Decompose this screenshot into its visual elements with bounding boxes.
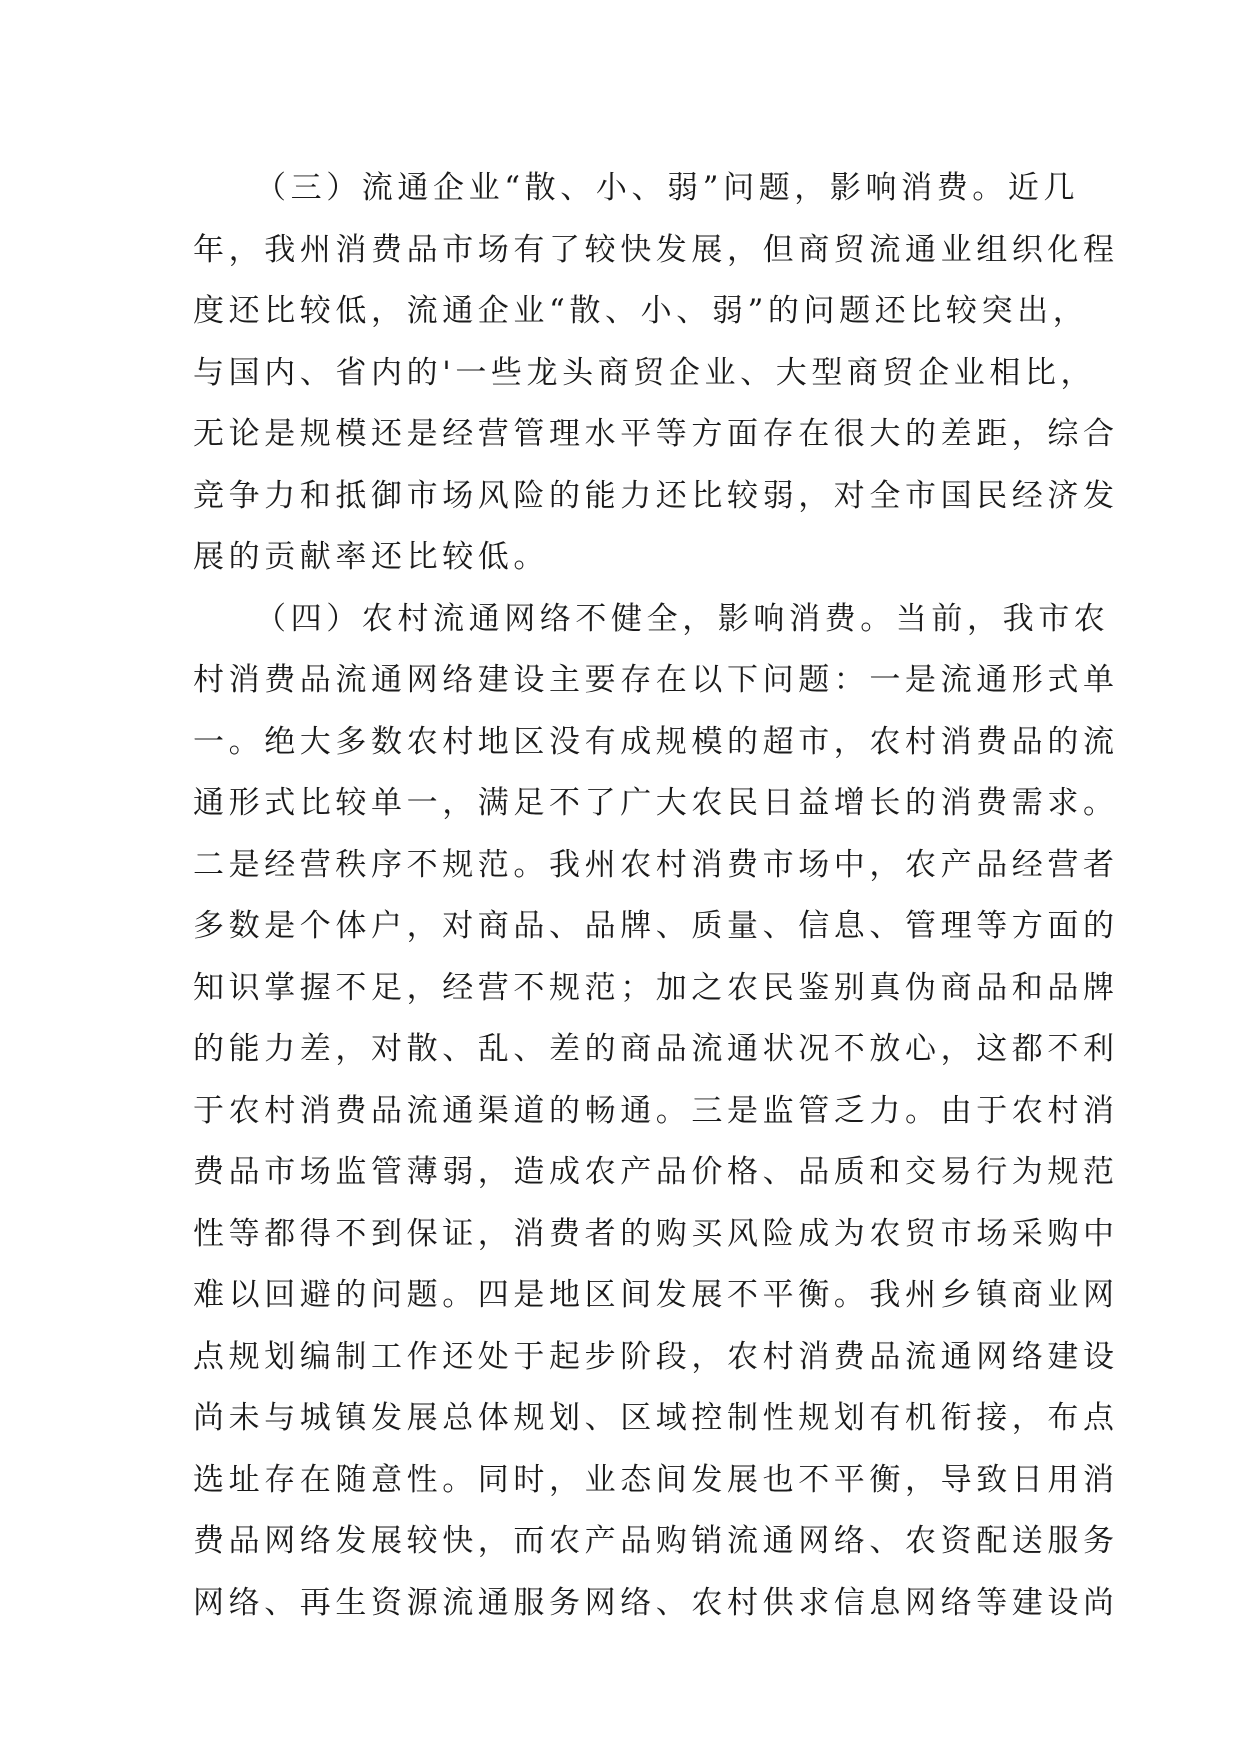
text-line: 性等都得不到保证，消费者的购买风险成为农贸市场采购中 [193,1215,1119,1252]
text-line: （三）流通企业“散、小、弱”问题，影响消费。近几 [255,170,1080,206]
text-line: 一。绝大多数农村地区没有成规模的超市，农村消费品的流 [193,723,1119,760]
text-line: 于农村消费品流通渠道的畅通。三是监管乏力。由于农村消 [193,1092,1119,1129]
text-line: 选址存在随意性。同时，业态间发展也不平衡，导致日用消 [193,1461,1119,1498]
text-line: 知识掌握不足，经营不规范；加之农民鉴别真伪商品和品牌 [193,969,1119,1006]
text-line: 无论是规模还是经营管理水平等方面存在很大的差距，综合 [193,416,1119,452]
document-body [193,158,1119,1634]
text-line: 的能力差，对散、乱、差的商品流通状况不放心，这都不利 [193,1031,1119,1067]
text-line: （四）农村流通网络不健全，影响消费。当前，我市农 [255,600,1110,637]
text-line: 费品市场监管薄弱，造成农产品价格、品质和交易行为规范 [193,1154,1119,1190]
text-line: 与国内、省内的'一些龙头商贸企业、大型商贸企业相比， [193,354,1097,391]
text-line: 展的贡献率还比较低。 [193,539,549,575]
text-line: 难以回避的问题。四是地区间发展不平衡。我州乡镇商业网 [193,1277,1119,1313]
text-line: 通形式比较单一，满足不了广大农民日益增长的消费需求。 [193,785,1119,821]
text-line: 度还比较低，流通企业“散、小、弱”的问题还比较突出， [193,293,1089,329]
text-line: 年，我州消费品市场有了较快发展，但商贸流通业组织化程 [193,231,1119,268]
text-line: 二是经营秩序不规范。我州农村消费市场中，农产品经营者 [193,846,1119,883]
text-line: 点规划编制工作还处于起步阶段，农村消费品流通网络建设 [193,1338,1119,1375]
text-line: 村消费品流通网络建设主要存在以下问题：一是流通形式单 [193,662,1119,698]
text-line: 网络、再生资源流通服务网络、农村供求信息网络等建设尚 [193,1584,1119,1621]
paragraph-distribution-enterprises [193,158,1119,589]
text-line: 多数是个体户，对商品、品牌、质量、信息、管理等方面的 [193,908,1119,944]
text-line: 尚未与城镇发展总体规划、区域控制性规划有机衔接，布点 [193,1400,1119,1436]
text-line: 竞争力和抵御市场风险的能力还比较弱，对全市国民经济发 [193,477,1119,514]
paragraph-rural-network [193,589,1119,1635]
text-line: 费品网络发展较快，而农产品购销流通网络、农资配送服务 [193,1523,1119,1559]
